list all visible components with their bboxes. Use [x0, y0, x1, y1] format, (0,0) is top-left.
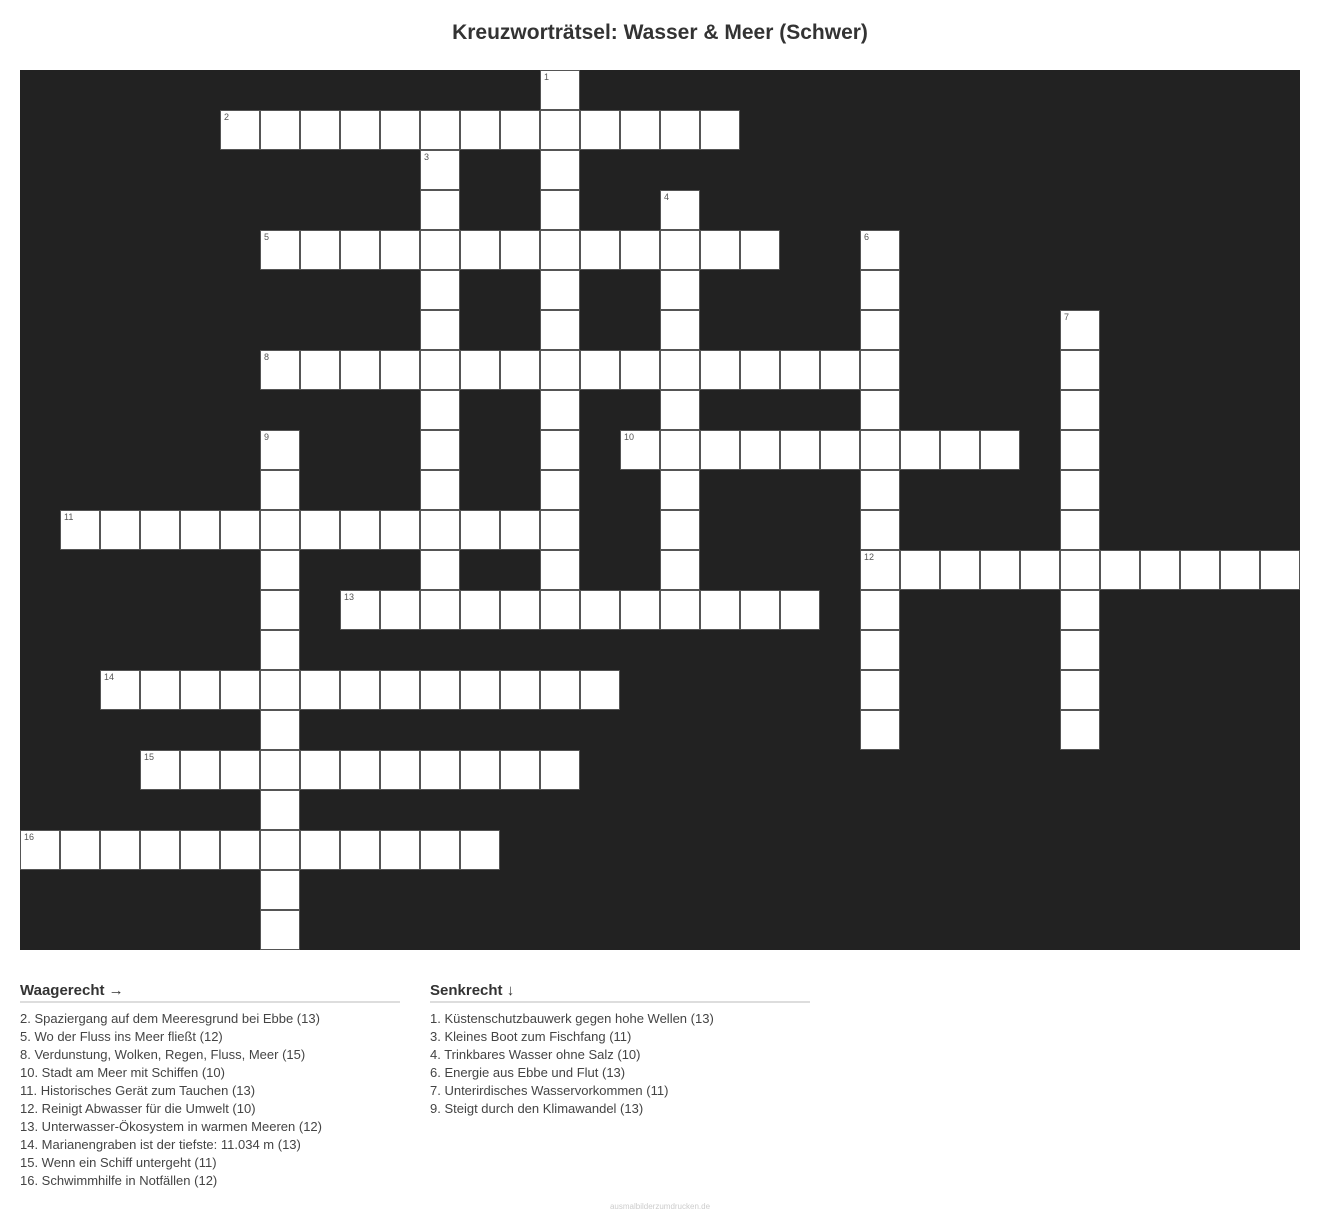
grid-cell[interactable] — [1180, 550, 1220, 590]
grid-cell[interactable] — [660, 190, 700, 230]
grid-cell[interactable] — [780, 350, 820, 390]
grid-cell[interactable] — [260, 110, 300, 150]
clue-number: 11 — [64, 512, 74, 522]
grid-cell[interactable] — [660, 430, 700, 470]
clue-number: 5 — [264, 232, 270, 242]
grid-cell[interactable] — [500, 670, 540, 710]
clue-down-9: 9. Steigt durch den Klimawandel (13) — [430, 1101, 644, 1116]
clue-across-10: 10. Stadt am Meer mit Schiffen (10) — [20, 1065, 225, 1080]
grid-cell[interactable] — [100, 830, 140, 870]
grid-cell[interactable] — [60, 510, 100, 550]
grid-cell[interactable] — [780, 590, 820, 630]
grid-cell[interactable] — [700, 590, 740, 630]
grid-cell[interactable] — [220, 670, 260, 710]
footer-credit: ausmalbilderzumdrucken.de — [609, 1202, 711, 1211]
grid-cell[interactable] — [660, 110, 700, 150]
grid-cell[interactable] — [540, 550, 580, 590]
grid-cell[interactable] — [140, 670, 180, 710]
clue-number: 12 — [864, 552, 875, 562]
grid-cell[interactable] — [1060, 430, 1100, 470]
grid-cell[interactable] — [820, 350, 860, 390]
grid-cell[interactable] — [220, 750, 260, 790]
grid-cell[interactable] — [540, 270, 580, 310]
grid-cell[interactable] — [540, 470, 580, 510]
grid-cell[interactable] — [660, 590, 700, 630]
grid-cell[interactable] — [540, 230, 580, 270]
grid-cell[interactable] — [420, 150, 460, 190]
grid-cell[interactable] — [1060, 470, 1100, 510]
crossword-grid — [20, 70, 1300, 950]
down-heading: Senkrecht ↓ — [430, 982, 810, 1003]
clue-number: 8 — [264, 352, 270, 362]
grid-cell[interactable] — [260, 750, 300, 790]
grid-cell[interactable] — [860, 590, 900, 630]
grid-cell[interactable] — [420, 350, 460, 390]
grid-cell[interactable] — [180, 510, 220, 550]
page-title: Kreuzworträtsel: Wasser & Meer (Schwer) — [452, 21, 868, 44]
grid-cell[interactable] — [900, 550, 940, 590]
grid-cell[interactable] — [660, 270, 700, 310]
grid-cell[interactable] — [260, 630, 300, 670]
grid-cell[interactable] — [540, 150, 580, 190]
clue-number: 2 — [224, 112, 230, 122]
grid-cell[interactable] — [420, 390, 460, 430]
clue-number: 6 — [864, 232, 870, 242]
grid-cell[interactable] — [540, 390, 580, 430]
grid-cell[interactable] — [500, 230, 540, 270]
grid-cell[interactable] — [660, 230, 700, 270]
grid-cell[interactable] — [500, 350, 540, 390]
grid-cell[interactable] — [620, 430, 660, 470]
grid-cell[interactable] — [260, 430, 300, 470]
grid-cell[interactable] — [660, 470, 700, 510]
across-clues-section — [20, 982, 400, 1190]
grid-cell[interactable] — [540, 350, 580, 390]
grid-cell[interactable] — [860, 710, 900, 750]
grid-cell[interactable] — [260, 550, 300, 590]
grid-cell[interactable] — [380, 590, 420, 630]
grid-cell[interactable] — [460, 670, 500, 710]
grid-cell[interactable] — [260, 870, 300, 910]
grid-cell[interactable] — [300, 670, 340, 710]
grid-cell[interactable] — [380, 750, 420, 790]
grid-cell[interactable] — [540, 590, 580, 630]
grid-cell[interactable] — [220, 510, 260, 550]
grid-cell[interactable] — [1100, 550, 1140, 590]
grid-cell[interactable] — [580, 590, 620, 630]
grid-cell[interactable] — [580, 350, 620, 390]
clue-number: 14 — [104, 672, 115, 682]
grid-cell[interactable] — [420, 830, 460, 870]
clue-number: 4 — [664, 192, 670, 202]
grid-cell[interactable] — [1060, 670, 1100, 710]
across-clue-list — [20, 1010, 400, 1190]
grid-cell[interactable] — [460, 230, 500, 270]
grid-cell[interactable] — [340, 830, 380, 870]
grid-cell[interactable] — [1140, 550, 1180, 590]
grid-cell[interactable] — [860, 310, 900, 350]
clue-across-8: 8. Verdunstung, Wolken, Regen, Fluss, Meer (15) — [20, 1047, 306, 1062]
grid-cell[interactable] — [180, 830, 220, 870]
clue-across-12: 12. Reinigt Abwasser für die Umwelt (10) — [20, 1101, 256, 1116]
grid-cell[interactable] — [580, 670, 620, 710]
grid-cell[interactable] — [300, 110, 340, 150]
grid-cell[interactable] — [700, 230, 740, 270]
grid-cell[interactable] — [140, 750, 180, 790]
grid-cell[interactable] — [860, 390, 900, 430]
grid-cell[interactable] — [140, 510, 180, 550]
grid-cell[interactable] — [1060, 550, 1100, 590]
clue-number: 15 — [144, 752, 155, 762]
grid-cell[interactable] — [300, 750, 340, 790]
clue-across-16: 16. Schwimmhilfe in Notfällen (12) — [20, 1173, 218, 1188]
grid-cell[interactable] — [260, 230, 300, 270]
grid-cell[interactable] — [100, 670, 140, 710]
grid-cell[interactable] — [380, 110, 420, 150]
grid-cell[interactable] — [340, 510, 380, 550]
grid-cell[interactable] — [1060, 510, 1100, 550]
grid-cell[interactable] — [660, 510, 700, 550]
grid-cell[interactable] — [20, 830, 60, 870]
grid-cell[interactable] — [540, 70, 580, 110]
grid-cell[interactable] — [180, 670, 220, 710]
grid-cell[interactable] — [380, 350, 420, 390]
grid-cell[interactable] — [860, 510, 900, 550]
grid-cell[interactable] — [220, 110, 260, 150]
grid-cell[interactable] — [340, 110, 380, 150]
grid-cell[interactable] — [620, 350, 660, 390]
clue-number: 7 — [1064, 312, 1070, 322]
clue-down-6: 6. Energie aus Ebbe und Flut (13) — [430, 1065, 626, 1080]
grid-cell[interactable] — [420, 550, 460, 590]
grid-cell[interactable] — [260, 470, 300, 510]
grid-cell[interactable] — [620, 590, 660, 630]
down-clue-list — [430, 1010, 810, 1118]
grid-cell[interactable] — [380, 830, 420, 870]
grid-cell[interactable] — [580, 230, 620, 270]
grid-cell[interactable] — [340, 350, 380, 390]
grid-cell[interactable] — [260, 590, 300, 630]
grid-cell[interactable] — [820, 430, 860, 470]
grid-cell[interactable] — [540, 750, 580, 790]
grid-cell[interactable] — [700, 110, 740, 150]
grid-cell[interactable] — [420, 750, 460, 790]
grid-cell[interactable] — [340, 230, 380, 270]
grid-cell[interactable] — [420, 590, 460, 630]
grid-cell[interactable] — [420, 430, 460, 470]
grid-cell[interactable] — [300, 230, 340, 270]
grid-cell[interactable] — [500, 750, 540, 790]
grid-cell[interactable] — [540, 190, 580, 230]
grid-cell[interactable] — [460, 110, 500, 150]
grid-cell[interactable] — [420, 510, 460, 550]
grid-cell[interactable] — [300, 510, 340, 550]
grid-cell[interactable] — [260, 710, 300, 750]
clue-across-14: 14. Marianengraben ist der tiefste: 11.034 m (13) — [20, 1137, 301, 1152]
grid-cell[interactable] — [180, 750, 220, 790]
clue-down-3: 3. Kleines Boot zum Fischfang (11) — [430, 1029, 632, 1044]
grid-cell[interactable] — [660, 310, 700, 350]
grid-cell[interactable] — [100, 510, 140, 550]
grid-cell[interactable] — [940, 550, 980, 590]
grid-cell[interactable] — [260, 670, 300, 710]
grid-cell[interactable] — [1060, 590, 1100, 630]
grid-cell[interactable] — [1220, 550, 1260, 590]
clue-across-15: 15. Wenn ein Schiff untergeht (11) — [20, 1155, 217, 1170]
grid-cell[interactable] — [420, 670, 460, 710]
down-clues-section — [430, 982, 810, 1118]
grid-cell[interactable] — [700, 430, 740, 470]
grid-cell[interactable] — [620, 230, 660, 270]
grid-cell[interactable] — [340, 750, 380, 790]
grid-cell[interactable] — [540, 110, 580, 150]
grid-cell[interactable] — [500, 110, 540, 150]
grid-cell[interactable] — [1060, 310, 1100, 350]
grid-cell[interactable] — [380, 230, 420, 270]
grid-cell[interactable] — [340, 670, 380, 710]
grid-cell[interactable] — [340, 590, 380, 630]
grid-cell[interactable] — [980, 430, 1020, 470]
clue-across-2: 2. Spaziergang auf dem Meeresgrund bei Ebbe (13) — [20, 1011, 320, 1026]
clue-number: 3 — [424, 152, 430, 162]
clue-across-5: 5. Wo der Fluss ins Meer fließt (12) — [20, 1029, 223, 1044]
grid-cell[interactable] — [260, 830, 300, 870]
grid-cell[interactable] — [740, 230, 780, 270]
grid-cell[interactable] — [380, 670, 420, 710]
grid-cell[interactable] — [1060, 710, 1100, 750]
grid-cell[interactable] — [420, 270, 460, 310]
clue-number: 10 — [624, 432, 635, 442]
grid-cell[interactable] — [220, 830, 260, 870]
grid-cell[interactable] — [780, 430, 820, 470]
grid-cell[interactable] — [860, 350, 900, 390]
grid-cell[interactable] — [740, 350, 780, 390]
grid-cell[interactable] — [580, 110, 620, 150]
grid-cell[interactable] — [860, 230, 900, 270]
grid-cell[interactable] — [420, 190, 460, 230]
grid-cell[interactable] — [540, 310, 580, 350]
clue-number: 9 — [264, 432, 270, 442]
grid-cell[interactable] — [380, 510, 420, 550]
grid-cell[interactable] — [940, 430, 980, 470]
grid-cell[interactable] — [540, 510, 580, 550]
grid-cell[interactable] — [860, 470, 900, 510]
grid-cell[interactable] — [460, 350, 500, 390]
grid-cell[interactable] — [660, 350, 700, 390]
grid-cell[interactable] — [1060, 350, 1100, 390]
grid-cell[interactable] — [420, 230, 460, 270]
grid-cell[interactable] — [1260, 550, 1300, 590]
grid-cell[interactable] — [860, 550, 900, 590]
grid-cell[interactable] — [420, 470, 460, 510]
grid-cell[interactable] — [300, 350, 340, 390]
across-heading: Waagerecht → — [20, 982, 400, 1003]
clue-down-1: 1. Küstenschutzbauwerk gegen hohe Wellen (13) — [430, 1011, 714, 1026]
grid-cell[interactable] — [420, 310, 460, 350]
clue-number: 13 — [344, 592, 355, 602]
grid-cell[interactable] — [260, 790, 300, 830]
grid-cell[interactable] — [460, 510, 500, 550]
grid-cell[interactable] — [60, 830, 100, 870]
grid-cell[interactable] — [1060, 390, 1100, 430]
clue-number: 1 — [544, 72, 550, 82]
grid-cell[interactable] — [540, 430, 580, 470]
clue-down-7: 7. Unterirdisches Wasservorkommen (11) — [430, 1083, 669, 1098]
grid-cell[interactable] — [260, 350, 300, 390]
grid-cell[interactable] — [900, 430, 940, 470]
grid-cell[interactable] — [500, 590, 540, 630]
grid-cell[interactable] — [980, 550, 1020, 590]
grid-cell[interactable] — [860, 670, 900, 710]
grid-cell[interactable] — [460, 590, 500, 630]
grid-cell[interactable] — [1060, 630, 1100, 670]
grid-cell[interactable] — [540, 670, 580, 710]
grid-cell[interactable] — [420, 110, 460, 150]
clue-down-4: 4. Trinkbares Wasser ohne Salz (10) — [430, 1047, 641, 1062]
grid-cell[interactable] — [860, 270, 900, 310]
grid-cell[interactable] — [660, 550, 700, 590]
grid-cell[interactable] — [740, 430, 780, 470]
clue-number: 16 — [24, 832, 35, 842]
grid-cell[interactable] — [860, 630, 900, 670]
grid-cell[interactable] — [620, 110, 660, 150]
clue-across-11: 11. Historisches Gerät zum Tauchen (13) — [20, 1083, 256, 1098]
grid-cell[interactable] — [700, 350, 740, 390]
grid-cell[interactable] — [740, 590, 780, 630]
clue-across-13: 13. Unterwasser-Ökosystem in warmen Meeren (12) — [20, 1119, 322, 1134]
grid-cell[interactable] — [460, 830, 500, 870]
grid-cell[interactable] — [860, 430, 900, 470]
grid-cell[interactable] — [140, 830, 180, 870]
grid-cell[interactable] — [660, 390, 700, 430]
grid-cell[interactable] — [1020, 550, 1060, 590]
grid-cell[interactable] — [500, 510, 540, 550]
grid-cell[interactable] — [260, 910, 300, 950]
grid-cell[interactable] — [460, 750, 500, 790]
grid-cell[interactable] — [300, 830, 340, 870]
grid-cell[interactable] — [260, 510, 300, 550]
